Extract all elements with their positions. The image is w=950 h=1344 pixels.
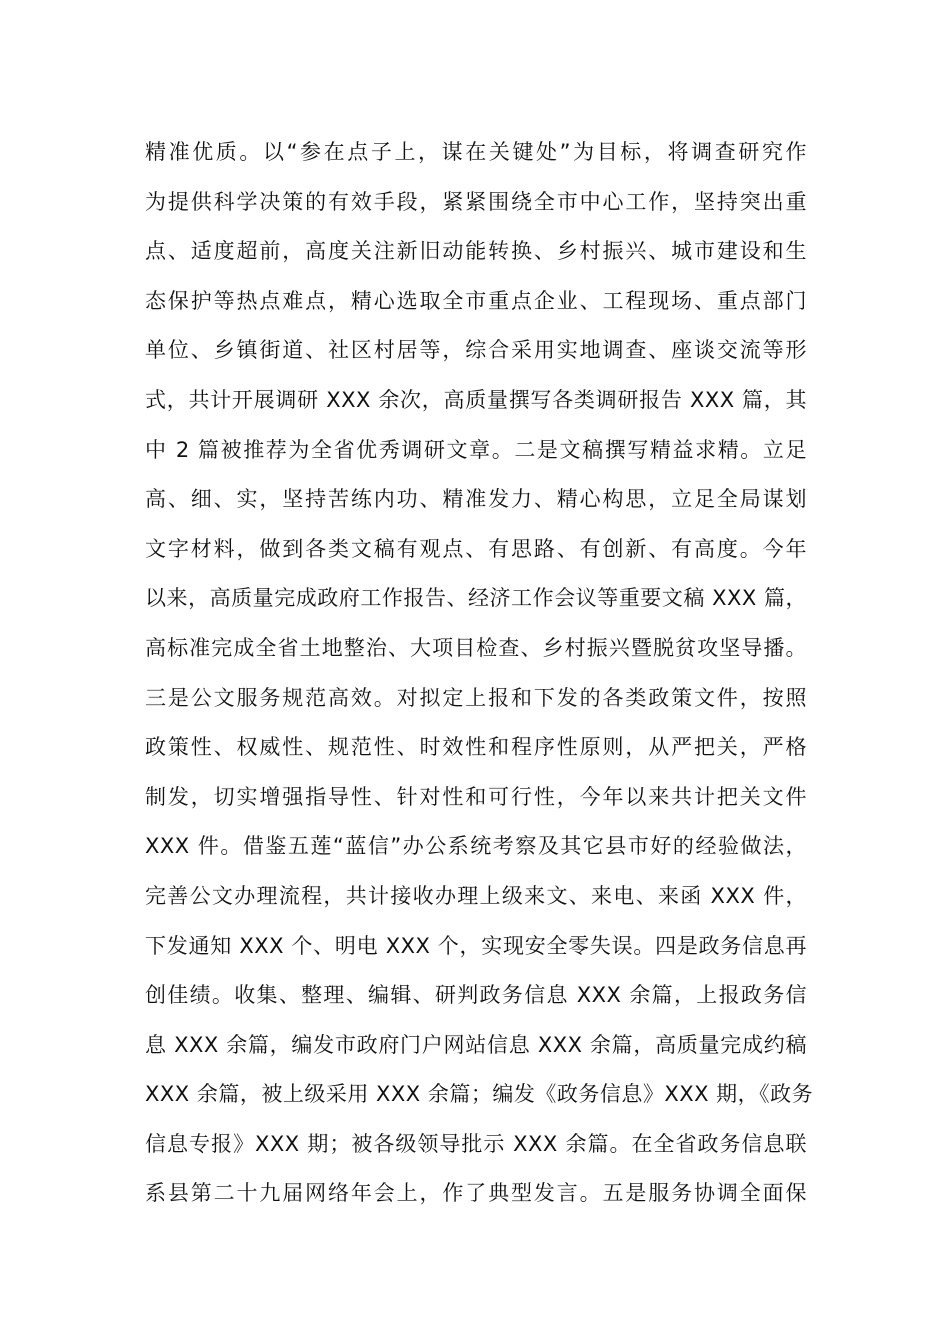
text-line: 高、细、实，坚持苦练内功、精准发力、精心构思，立足全局谋划 <box>145 487 807 512</box>
text-line: XXX 余篇，被上级采用 XXX 余篇；编发《政务信息》XXX 期，《政务 <box>145 1082 814 1107</box>
text-line: 下发通知 XXX 个、明电 XXX 个，实现安全零失误。四是政务信息再 <box>145 933 807 958</box>
text-line: 文字材料，做到各类文稿有观点、有思路、有创新、有高度。今年 <box>145 536 807 561</box>
text-line: 精准优质。以“参在点子上，谋在关键处”为目标，将调查研究作 <box>145 140 807 164</box>
text-line: 政策性、权威性、规范性、时效性和程序性原则，从严把关，严格 <box>145 735 807 760</box>
text-line: 制发，切实增强指导性、针对性和可行性，今年以来共计把关文件 <box>145 784 807 809</box>
text-line: 中 2 篇被推荐为全省优秀调研文章。二是文稿撰写精益求精。立足 <box>145 437 807 462</box>
text-line: 式，共计开展调研 XXX 余次，高质量撰写各类调研报告 XXX 篇，其 <box>145 387 807 412</box>
text-line: 三是公文服务规范高效。对拟定上报和下发的各类政策文件，按照 <box>145 685 807 710</box>
text-line: 为提供科学决策的有效手段，紧紧围绕全市中心工作，坚持突出重 <box>145 189 807 214</box>
text-line: 信息专报》XXX 期；被各级领导批示 XXX 余篇。在全省政务信息联 <box>145 1131 807 1156</box>
text-line: XXX 件。借鉴五莲“蓝信”办公系统考察及其它县市好的经验做法， <box>145 834 807 859</box>
text-line: 单位、乡镇街道、社区村居等，综合采用实地调查、座谈交流等形 <box>145 338 807 363</box>
text-line: 点、适度超前，高度关注新旧动能转换、乡村振兴、城市建设和生 <box>145 239 807 264</box>
text-line: 息 XXX 余篇，编发市政府门户网站信息 XXX 余篇，高质量完成约稿 <box>145 1032 807 1057</box>
text-line: 创佳绩。收集、整理、编辑、研判政务信息 XXX 余篇，上报政务信 <box>145 983 807 1008</box>
text-line: 态保护等热点难点，精心选取全市重点企业、工程现场、重点部门 <box>145 288 807 313</box>
text-line: 高标准完成全省土地整治、大项目检查、乡村振兴暨脱贫攻坚导播。 <box>145 635 807 660</box>
text-line: 系县第二十九届网络年会上，作了典型发言。五是服务协调全面保 <box>145 1181 807 1206</box>
text-line: 完善公文办理流程，共计接收办理上级来文、来电、来函 XXX 件， <box>145 883 807 908</box>
body-paragraph <box>145 136 814 1227</box>
text-line: 以来，高质量完成政府工作报告、经济工作会议等重要文稿 XXX 篇， <box>145 586 807 611</box>
